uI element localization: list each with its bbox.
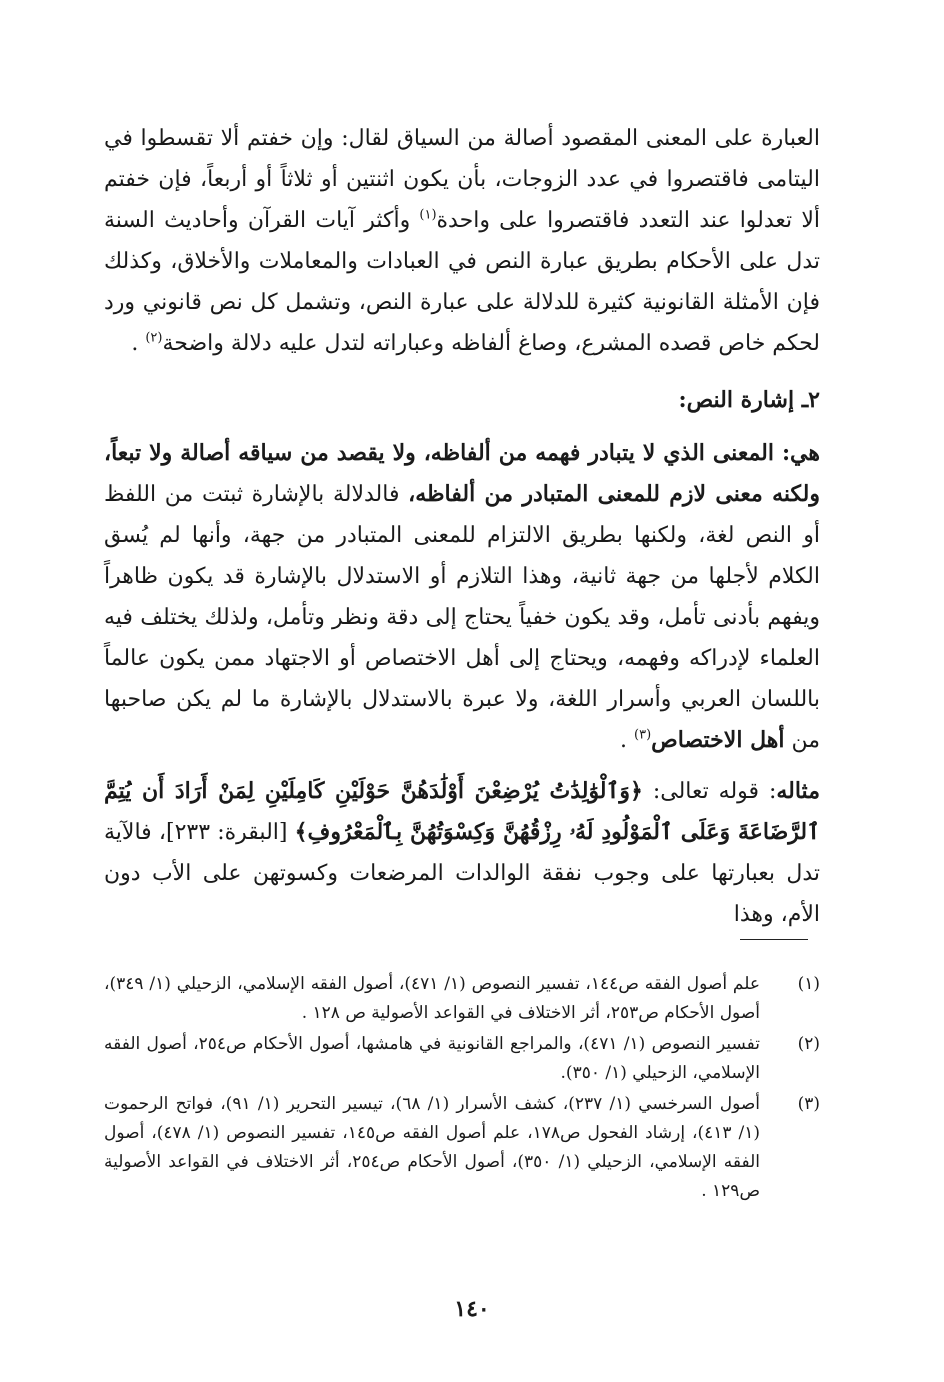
intro-text-continued: وأكثر آيات القرآن وأحاديث السنة تدل على الأحكام بطريق عبارة النص في العبادات والمعاملات والأخلاق، وكذلك فإن الأمثلة القانونية كثيرة للدلالة على عبارة النص، وتشمل كل نص قانوني ورد لحكم خاص قصده المشرع، وصاغ ألفاظه وعباراته لتدل عليه دلالة واضحة	[104, 208, 821, 356]
definition-text: فالدلالة بالإشارة ثبتت من اللفظ أو النص لغة، ولكنها بطريق الالتزام للمعنى المتبادر من جهة، وأنها لم يُسق الكلام لأجلها من جهة ثانية، وهذا التلازم أو الاستدلال بالإشارة قد يكون ظاهراً ويفهم بأدنى تأمل، وقد يكون خفياً يحتاج إلى دقة ونظر وتأمل، ولذلك يختلف فيه العلماء لإدراكه وفهمه، ويحتاج إلى أهل الاختصاص أو الاجتهاد ممن يكون عالماً باللسان العربي وأسرار اللغة، ولا عبرة بالاستدلال بالإشارة ما لم يكن صاحبها من	[104, 482, 820, 753]
footnote-1	[104, 970, 820, 1028]
definition-lead: هي:	[773, 440, 820, 466]
footnote-text: علم أصول الفقه ص١٤٤، تفسير النصوص (١/ ٤٧١)، أصول الفقه الإسلامي، الزحيلي (١/ ٣٤٩)، أصول الأحكام ص٢٥٣، أثر الاختلاف في القواعد الأصولية ص ١٢٨ .	[104, 974, 760, 1023]
example-text: ، فالآية تدل بعبارتها على وجوب نفقة الوالدات المرضعات وكسوتهن على الأب دون الأم، وهذا	[104, 820, 820, 927]
footnote-2	[104, 1030, 820, 1088]
example-paragraph	[104, 771, 820, 935]
footnote-3	[104, 1090, 820, 1206]
intro-paragraph	[104, 118, 820, 364]
footnote-ref-1[interactable]: (١)	[419, 207, 437, 223]
quran-verse: ﴿وَٱلْوَٰلِدَٰتُ يُرْضِعْنَ أَوْلَٰدَهُنَّ حَوْلَيْنِ كَامِلَيْنِ لِمَنْ أَرَادَ أَن يُتِمَّ ٱلرَّضَاعَةَ وَعَلَى ٱلْمَوْلُودِ لَهُۥ رِزْقُهُنَّ وَكِسْوَتُهُنَّ بِٱلْمَعْرُوفِ﴾	[104, 778, 820, 845]
intro-end: .	[131, 331, 146, 356]
footnote-text: تفسير النصوص (١/ ٤٧١)، والمراجع القانونية في هامشها، أصول الأحكام ص٢٥٤، أصول الفقه الإسلامي، الزحيلي (١/ ٣٥٠).	[104, 1034, 760, 1083]
definition-end: .	[620, 728, 635, 753]
intro-text: العبارة على المعنى المقصود أصالة من السياق لقال: وإن خفتم ألا تقسطوا في اليتامى فاقتصروا في عدد الزوجات، بأن يكون اثنتين أو ثلاثاً أو أربعاً، فإن خفتم ألا تعدلوا عند التعدد فاقتصروا على واحدة	[104, 126, 821, 233]
page-number: ١٤٠	[454, 1296, 490, 1322]
footnote-number: (٢)	[797, 1034, 820, 1054]
footnote-text: أصول السرخسي (١/ ٢٣٧)، كشف الأسرار (١/ ٦٨)، تيسير التحرير (١/ ٩١)، فواتح الرحموت (١/ ٤١٣)، إرشاد الفحول ص١٧٨، علم أصول الفقه ص١٤٥، تفسير النصوص (١/ ٤٧٨)، أصول الفقه الإسلامي، الزحيلي (١/ ٣٥٠)، أصول الأحكام ص٢٥٤، أثر الاختلاف في القواعد الأصولية ص١٢٩ .	[104, 1094, 761, 1201]
definition-paragraph	[104, 433, 820, 761]
footnote-ref-3[interactable]: (٣)	[634, 727, 652, 743]
footnote-number: (٣)	[797, 1094, 820, 1114]
footnote-ref-2[interactable]: (٢)	[145, 330, 163, 346]
example-lead: : قوله تعالى:	[642, 779, 777, 804]
definition-bold: المعنى الذي لا يتبادر فهمه من ألفاظه، ولا يقصد من سياقه أصالة ولا تبعاً، ولكنه معنى لازم للمعنى المتبادر من ألفاظه،	[104, 440, 820, 507]
example-label: مثاله	[776, 778, 820, 804]
footnotes	[104, 970, 820, 1208]
footnote-number: (١)	[797, 974, 820, 994]
page-body	[104, 118, 820, 935]
section-heading: ٢ـ إشارة النص:	[678, 387, 820, 413]
definition-bold-end: أهل الاختصاص	[651, 727, 785, 753]
footnote-divider	[740, 939, 808, 940]
verse-reference: [البقرة: ٢٣٣]	[165, 820, 295, 845]
